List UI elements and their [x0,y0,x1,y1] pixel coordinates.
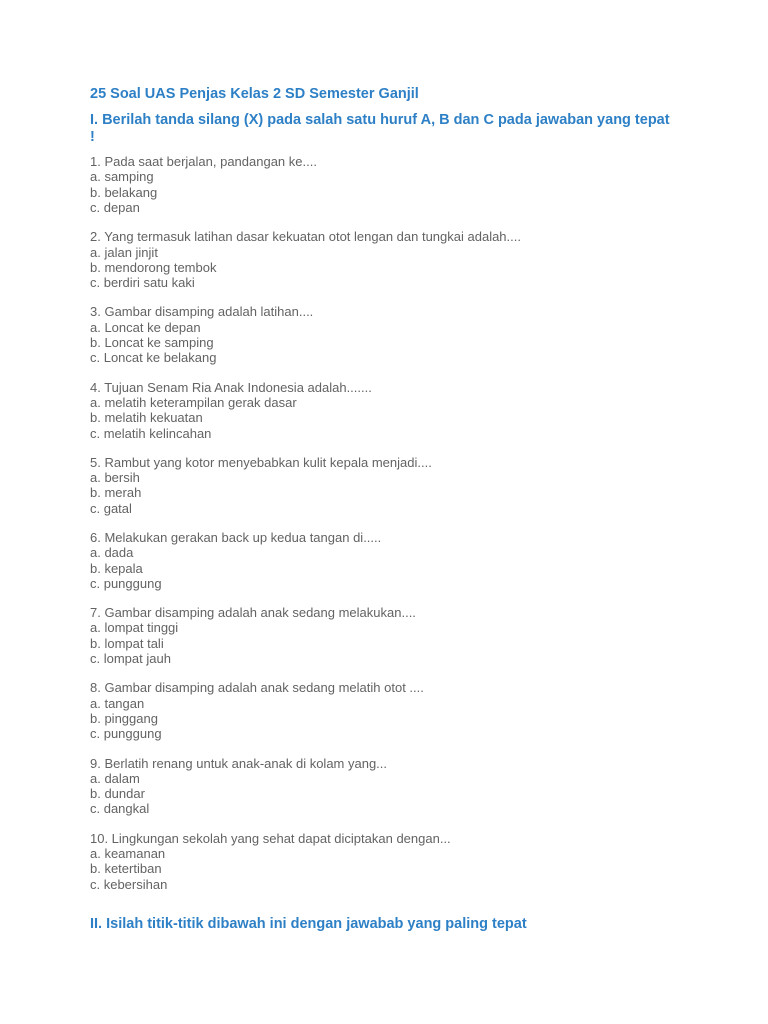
question-text: 8. Gambar disamping adalah anak sedang melatih otot .... [90,680,424,696]
question-block [90,380,688,441]
question-option: a. Loncat ke depan [90,319,201,335]
question-block [90,756,688,817]
question-option: b. lompat tali [90,635,164,651]
question-text: 3. Gambar disamping adalah latihan.... [90,304,314,320]
question-text: 4. Tujuan Senam Ria Anak Indonesia adalah....... [90,379,372,395]
question-option: a. lompat tinggi [90,620,179,636]
question-option: b. pinggang [90,710,158,726]
question-option: a. bersih [90,470,140,486]
question-option: c. depan [90,199,140,215]
question-option: c. lompat jauh [90,651,171,667]
question-option: b. ketertiban [90,861,162,877]
question-option: a. melatih keterampilan gerak dasar [90,394,297,410]
question-option: c. dangkal [90,801,150,817]
question-block [90,680,688,741]
question-option: c. punggung [90,575,162,591]
question-block [90,530,688,591]
question-option: a. tangan [90,695,145,711]
question-option: b. kepala [90,560,143,576]
question-option: c. berdiri satu kaki [90,275,195,291]
question-text: 2. Yang termasuk latihan dasar kekuatan otot lengan dan tungkai adalah.... [90,229,521,245]
question-text: 5. Rambut yang kotor menyebabkan kulit kepala menjadi.... [90,454,432,470]
question-option: b. Loncat ke samping [90,335,214,351]
question-option: c. gatal [90,500,132,516]
section-2-heading: II. Isilah titik-titik dibawah ini dengan jawabab yang paling tepat [90,915,527,932]
question-option: b. belakang [90,184,158,200]
question-option: b. melatih kekuatan [90,410,203,426]
question-text: 10. Lingkungan sekolah yang sehat dapat diciptakan dengan... [90,830,451,846]
question-text: 6. Melakukan gerakan back up kedua tangan di..... [90,529,382,545]
question-option: a. jalan jinjit [90,244,158,260]
question-option: c. punggung [90,726,162,742]
section-1-heading: I. Berilah tanda silang (X) pada salah satu huruf A, B dan C pada jawaban yang tepat ! [90,111,670,146]
question-option: c. Loncat ke belakang [90,350,217,366]
document-title: 25 Soal UAS Penjas Kelas 2 SD Semester Ganjil [90,86,419,102]
question-block [90,154,688,215]
question-option: a. dalam [90,770,140,786]
question-block [90,831,688,892]
question-block [90,304,688,365]
question-option: b. merah [90,485,142,501]
question-option: a. keamanan [90,846,166,862]
question-text: 9. Berlatih renang untuk anak-anak di kolam yang... [90,755,388,771]
question-text: 7. Gambar disamping adalah anak sedang melakukan.... [90,605,416,621]
question-option: c. kebersihan [90,876,168,892]
question-text: 1. Pada saat berjalan, pandangan ke.... [90,154,317,170]
question-option: c. melatih kelincahan [90,425,212,441]
question-block [90,229,688,290]
question-option: a. dada [90,545,134,561]
question-block [90,605,688,666]
question-option: b. dundar [90,786,145,802]
question-block [90,455,688,516]
question-option: b. mendorong tembok [90,259,217,275]
question-list [90,154,688,892]
question-option: a. samping [90,169,154,185]
